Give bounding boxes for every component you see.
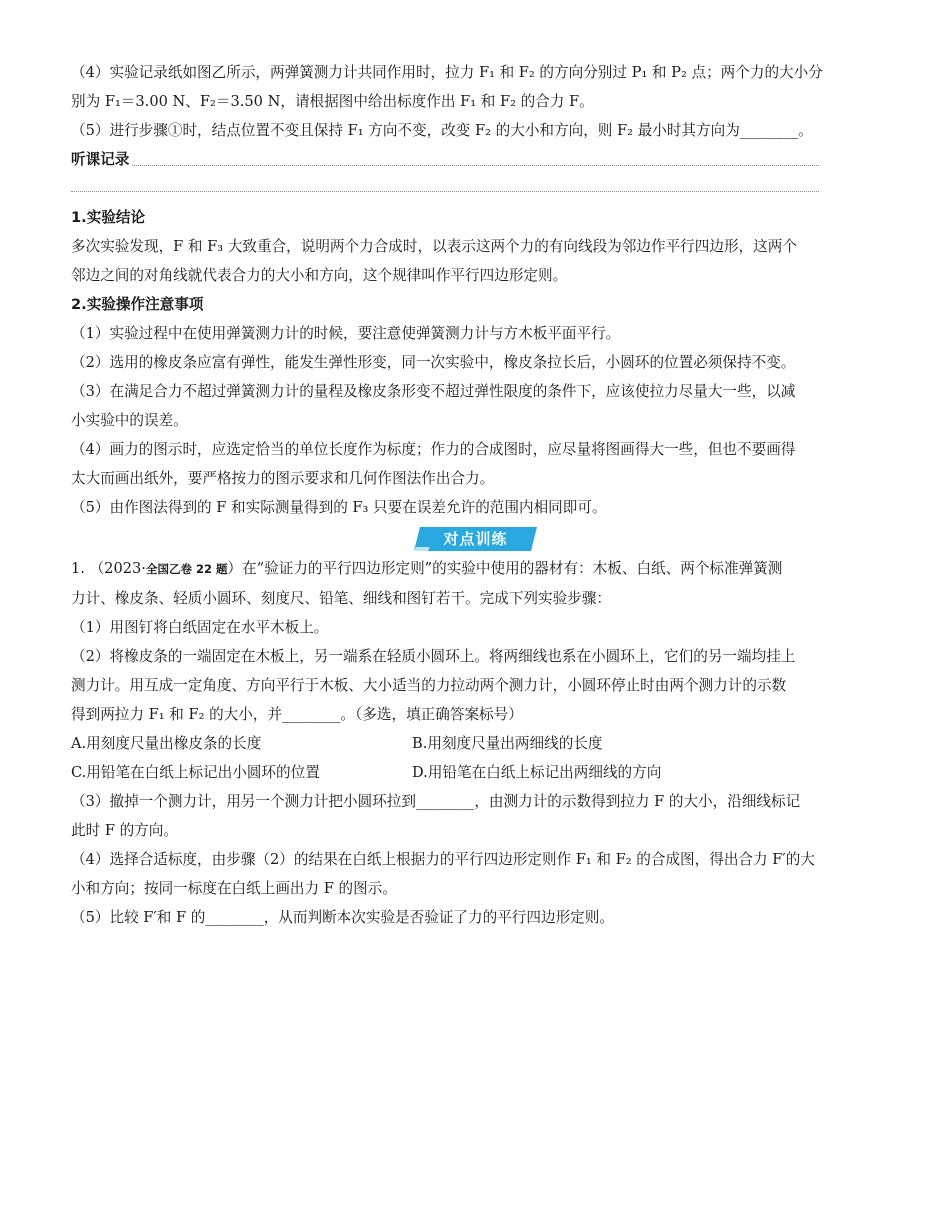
exercise-source-close: ）	[227, 560, 243, 577]
exercise-step-2-line-2: 测力计。用互成一定角度、方向平行于木板、大小适当的力拉动两个测力计，小圆环停止时由两个测力计的示数	[71, 677, 787, 694]
notes-dotted-line-2	[71, 191, 819, 192]
conclusion-heading	[71, 203, 879, 232]
lecture-notes-row-2	[71, 175, 879, 203]
exercise-step-1: （1）用图钉将白纸固定在水平木板上。	[71, 619, 329, 636]
option-b: B.用刻度尺量出两细线的长度	[412, 735, 603, 752]
exercise-stem-line-1	[71, 554, 879, 584]
exercise-number: 1.	[71, 560, 90, 577]
option-d: D.用铅笔在白纸上标记出两细线的方向	[412, 764, 662, 781]
document-page	[71, 58, 879, 932]
precaution-item: （1）实验过程中在使用弹簧测力计的时候，要注意使弹簧测力计与方木板平面平行。	[71, 325, 621, 342]
practice-banner	[414, 527, 537, 551]
precautions-heading-number: 2	[71, 296, 82, 313]
exercise-stem-text: 在“验证力的平行四边形定则”的实验中使用的器材有：木板、白纸、两个标准弹簧测	[242, 560, 783, 577]
option-c: C.用铅笔在白纸上标记出小圆环的位置	[71, 764, 320, 781]
q4-line-1: （4）实验记录纸如图乙所示，两弹簧测力计共同作用时，拉力 F₁ 和 F₂ 的方向分别过 P₁ 和 P₂ 点；两个力的大小分	[71, 64, 823, 81]
exercise-step-5: （5）比较 F′和 F 的________，从而判断本次实验是否验证了力的平行四边形定则。	[71, 909, 614, 926]
notes-dotted-line-1	[71, 165, 819, 166]
exercise-step-2-line-1: （2）将橡皮条的一端固定在木板上，另一端系在轻质小圆环上。将两细线也系在小圆环上，它们的另一端均挂上	[71, 648, 796, 665]
practice-banner-label: 对点训练	[443, 530, 508, 548]
conclusion-heading-number: 1	[71, 209, 82, 226]
exercise-step-2-line-3: 得到两拉力 F₁ 和 F₂ 的大小，并________。（多选，填正确答案标号）	[71, 706, 523, 723]
precaution-item: 小实验中的误差。	[71, 412, 188, 429]
lecture-notes-row	[71, 147, 879, 173]
conclusion-line-1: 多次实验发现，F 和 F₃ 大致重合，说明两个力合成时，以表示这两个力的有向线段为邻边作平行四边形，这两个	[71, 238, 797, 255]
exercise-step-4-line-2: 小和方向；按同一标度在白纸上画出力 F 的图示。	[71, 880, 397, 897]
options-row-1	[71, 729, 879, 758]
precaution-item: 太大而画出纸外，要严格按力的图示要求和几何作图法作出合力。	[71, 470, 495, 487]
precautions-heading-text: .实验操作注意事项	[81, 296, 204, 313]
conclusion-line-2: 邻边之间的对角线就代表合力的大小和方向，这个规律叫作平行四边形定则。	[71, 267, 568, 284]
precaution-item: （4）画力的图示时，应选定恰当的单位长度作为标度；作力的合成图时，应尽量将图画得大一些，但也不要画得	[71, 441, 796, 458]
conclusion-heading-text: .实验结论	[81, 209, 146, 226]
exercise-source-tag: 全国乙卷 22 题	[145, 562, 228, 576]
precautions-heading	[71, 290, 879, 319]
exercise-stem-line-2: 力计、橡皮条、轻质小圆环、刻度尺、铅笔、细线和图钉若干。完成下列实验步骤：	[71, 590, 611, 607]
exercise-step-4-line-1: （4）选择合适标度，由步骤（2）的结果在白纸上根据力的平行四边形定则作 F₁ 和 F₂ 的合成图，得出合力 F′的大	[71, 851, 815, 868]
lecture-notes-label: 听课记录	[71, 147, 131, 173]
precaution-item: （5）由作图法得到的 F 和实际测量得到的 F₃ 只要在误差允许的范围内相同即可。	[71, 499, 607, 516]
q5-line: （5）进行步骤①时，结点位置不变且保持 F₁ 方向不变，改变 F₂ 的大小和方向，则 F₂ 最小时其方向为________。	[71, 122, 813, 139]
option-a: A.用刻度尺量出橡皮条的长度	[71, 735, 262, 752]
precaution-item: （2）选用的橡皮条应富有弹性，能发生弹性形变，同一次实验中，橡皮条拉长后，小圆环的位置必须保持不变。	[71, 354, 796, 371]
exercise-source-open: （2023·	[89, 560, 146, 577]
q4-line-2: 别为 F₁＝3.00 N、F₂＝3.50 N，请根据图中给出标度作出 F₁ 和 F₂ 的合力 F。	[71, 93, 594, 110]
exercise-step-3-line-2: 此时 F 的方向。	[71, 822, 178, 839]
options-row-2	[71, 758, 879, 787]
section-banner-row	[71, 524, 879, 554]
precaution-item: （3）在满足合力不超过弹簧测力计的量程及橡皮条形变不超过弹性限度的条件下，应该使拉力尽量大一些，以减	[71, 383, 796, 400]
exercise-step-3-line-1: （3）撤掉一个测力计，用另一个测力计把小圆环拉到________，由测力计的示数得到拉力 F 的大小，沿细线标记	[71, 793, 801, 810]
